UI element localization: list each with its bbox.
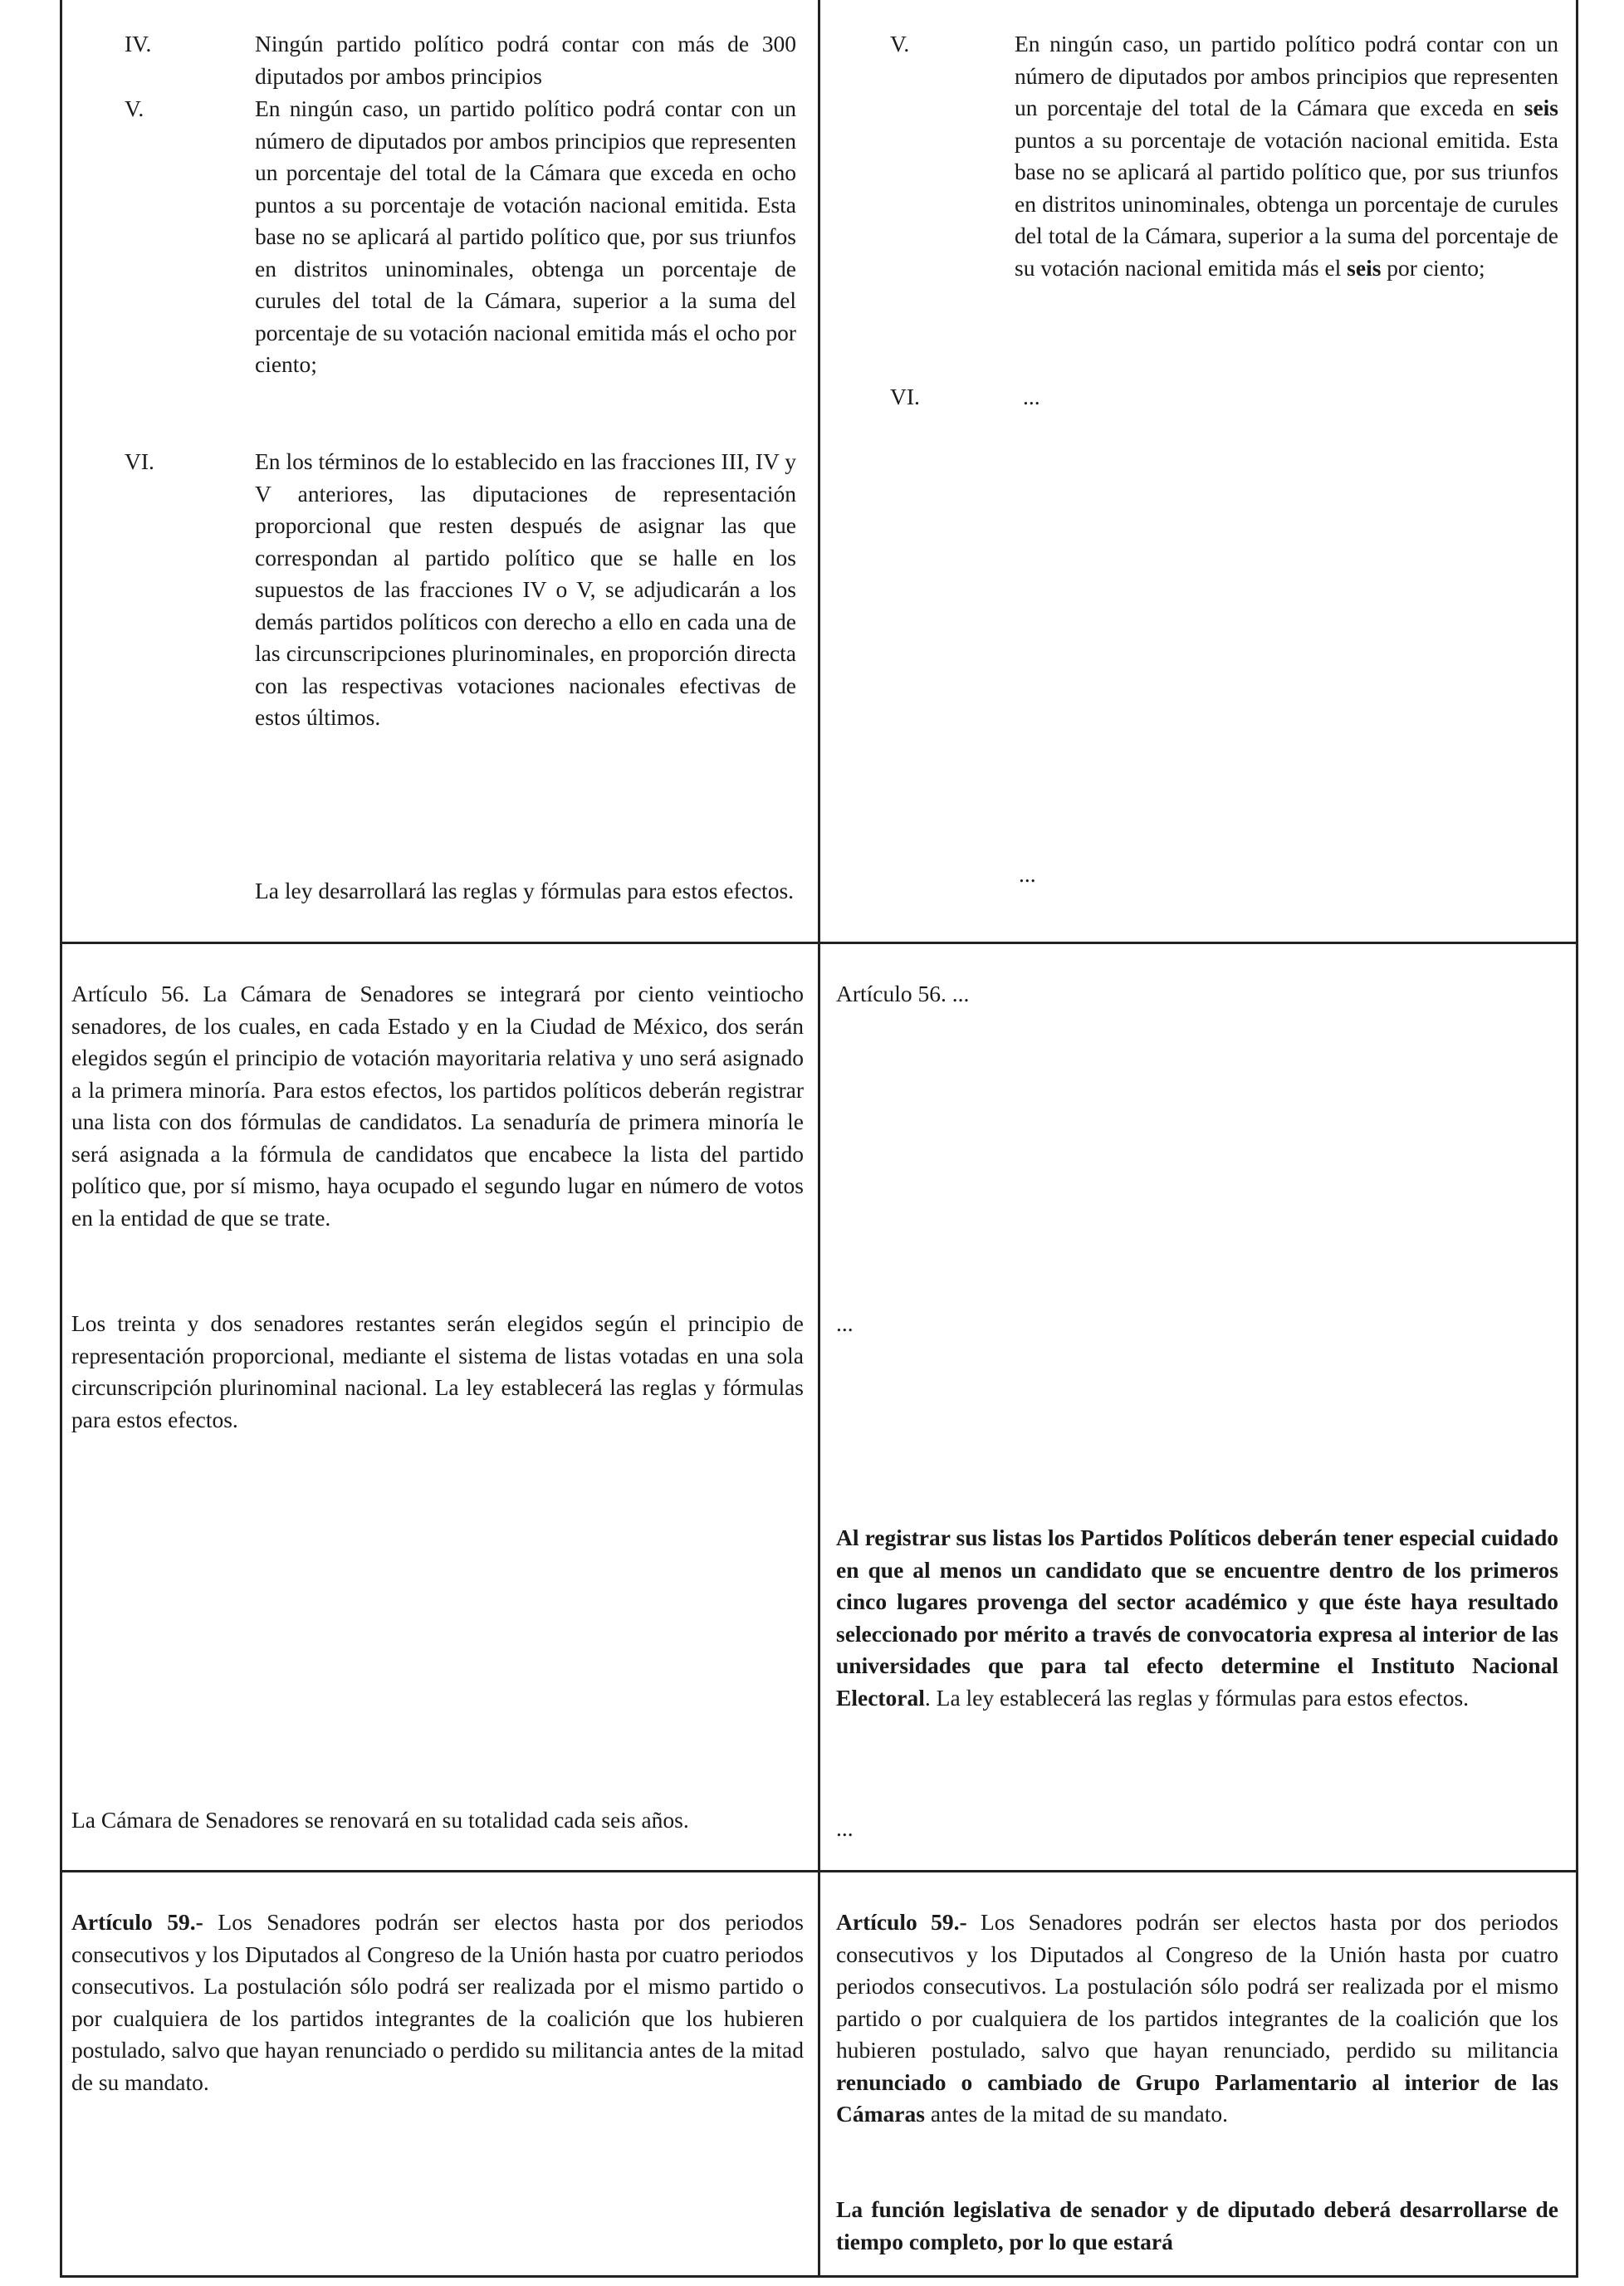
fraccion-number: IV. <box>125 31 152 56</box>
ellipsis: ... <box>836 1310 854 1336</box>
row3-left-cell <box>71 1907 804 2272</box>
renovacion-paragraph: La Cámara de Senadores se renovará en su totalidad cada seis años. <box>71 1807 689 1833</box>
fraccion-number: V. <box>125 95 144 121</box>
articulo-59-reform: Artículo 59.- Los Senadores podrán ser electos hasta por dos periodos consecutivos y los Diputados al Congreso de la Unión hasta por cuatro periodos consecutivos. La postulación sólo podrá ser realizada por el mismo partido o por cualquiera de los partidos integrantes de la coalición que los hubieren postulado, salvo que hayan renunciado, perdido su militancia renunciado o cambiado de Grupo Parlamentario al interior de las Cámaras antes de la mitad de su mandato. <box>836 1909 1558 2127</box>
fraccion-text: ... <box>1023 384 1040 409</box>
bold-reform: La función legislativa de senador y de diputado deberá desarrollarse de tiempo completo, por lo que estará <box>836 2196 1558 2254</box>
table-left-border <box>60 0 62 2278</box>
fraccion-v-reform <box>890 28 1558 385</box>
row1-left-cell <box>125 28 797 942</box>
fraccion-text: Ningún partido político podrá contar con más de 300 diputados por ambos principios <box>255 31 796 89</box>
fraccion-iv <box>125 28 797 93</box>
fraccion-number: V. <box>890 31 910 56</box>
ellipsis: ... <box>1019 861 1036 887</box>
fraccion-vi-reform <box>890 381 1558 414</box>
bold-reform: seis <box>1347 254 1382 281</box>
senadores-rp-paragraph: Los treinta y dos senadores restantes serán elegidos según el principio de representación proporcional, mediante el sistema de listas votadas en una sola circunscripción plurinominal nacional. La ley establecerá las reglas y fórmulas para estos efectos. <box>71 1310 804 1432</box>
fraccion-text: En ningún caso, un partido político podrá contar con un número de diputados por ambos principios que representen un porcentaje del total de la Cámara que exceda en ocho puntos a su porcentaje de votación nacional emitida. Esta base no se aplicará al partido político que, por sus triunfos en distritos uninominales, obtenga un porcentaje de curules del total de la Cámara, superior a la suma del porcentaje de su votación nacional emitida más el ocho por ciento; <box>255 95 796 377</box>
fraccion-number: VI. <box>890 384 920 409</box>
fraccion-vi <box>125 446 797 894</box>
academic-candidate-paragraph: Al registrar sus listas los Partidos Políticos deberán tener especial cuidado en que al menos un candidato que se encuentre dentro de los primeros cinco lugares provenga del sector académico y que éste haya resultado seleccionado por mérito a través de convocatoria expresa al interior de las universidades que para tal efecto determine el Instituto Nacional Electoral. La ley establecerá las reglas y fórmulas para estos efectos. <box>836 1525 1558 1711</box>
ellipsis: ... <box>836 1815 854 1841</box>
row2-right-cell <box>836 978 1558 1867</box>
article-heading: Artículo 59.- <box>836 1909 967 1935</box>
row-divider-1 <box>60 942 1578 944</box>
article-heading: Artículo 59.- <box>71 1909 203 1935</box>
articulo-59-paragraph: Artículo 59.- Los Senadores podrán ser electos hasta por dos periodos consecutivos y los Diputados al Congreso de la Unión hasta por cuatro periodos consecutivos. La postulación sólo podrá ser realizada por el mismo partido o por cualquiera de los partidos integrantes de la coalición que los hubieren postulado, salvo que hayan renunciado o perdido su militancia antes de la mitad de su mandato. <box>71 1909 804 2095</box>
funcion-legislativa-paragraph <box>836 2194 1558 2258</box>
fraccion-v <box>125 93 797 446</box>
fraccion-text: En ningún caso, un partido político podrá contar con un número de diputados por ambos principios que representen un porcentaje del total de la Cámara que exceda en seis puntos a su porcentaje de votación nacional emitida. Esta base no se aplicará al partido político que, por sus triunfos en distritos uninominales, obtenga un porcentaje de curules del total de la Cámara, superior a la suma del porcentaje de su votación nacional emitida más el seis por ciento; <box>1015 31 1558 281</box>
table-bottom-border <box>60 2275 1578 2278</box>
fraccion-text: En los términos de lo establecido en las fracciones III, IV y V anteriores, las diputaciones de representación proporcional que resten después de asignar las que correspondan al partido político que se halle en los supuestos de las fracciones IV o V, se adjudicarán a los demás partidos políticos con derecho a ello en cada una de las circunscripciones plurinominales, en proporción directa con las respectivas votaciones nacionales efectivas de estos últimos. <box>255 448 796 730</box>
bold-reform: renunciado o cambiado de Grupo Parlamentario al interior de las Cámaras <box>836 2068 1558 2127</box>
row-divider-2 <box>60 1870 1578 1872</box>
table-middle-border <box>818 0 820 2278</box>
row1-right-cell <box>890 28 1558 942</box>
articulo-56-paragraph: Artículo 56. La Cámara de Senadores se integrará por ciento veintiocho senadores, de los cuales, en cada Estado y en la Ciudad de México, dos serán elegidos según el principio de votación mayoritaria relativa y uno será asignado a la primera minoría. Para estos efectos, los partidos políticos deberán registrar una lista con dos fórmulas de candidatos. La senaduría de primera minoría le será asignada a la fórmula de candidatos que encabece la lista del partido político que, por sí mismo, haya ocupado el segundo lugar en número de votos en la entidad de que se trate. <box>71 981 804 1231</box>
closing-paragraph: La ley desarrollará las reglas y fórmulas para estos efectos. <box>255 878 795 903</box>
fraccion-number: VI. <box>125 448 154 474</box>
articulo-56-reform: Artículo 56. ... <box>836 981 970 1006</box>
row3-right-cell <box>836 1907 1558 2280</box>
table-right-border <box>1576 0 1578 2278</box>
row2-left-cell <box>71 978 804 1867</box>
bold-reform: Al registrar sus listas los Partidos Políticos deberán tener especial cuidado en que al menos un candidato que se encuentre dentro de los primeros cinco lugares provenga del sector académico y que éste haya resultado seleccionado por mérito a través de convocatoria expresa al interior de las universidades que para tal efecto determine el Instituto Nacional Electoral <box>836 1525 1558 1711</box>
bold-reform: seis <box>1524 95 1558 120</box>
